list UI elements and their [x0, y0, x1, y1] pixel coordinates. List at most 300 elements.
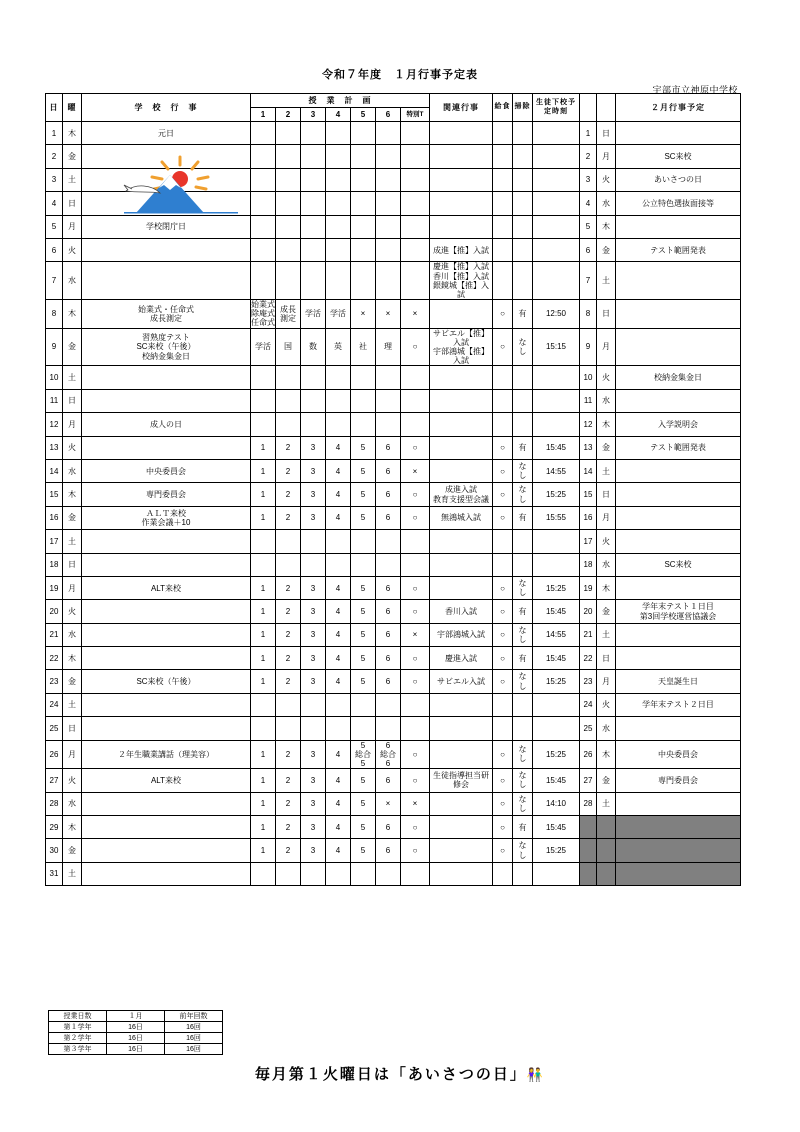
cell-period-special: ○: [401, 576, 430, 599]
cell-period-special: [401, 215, 430, 238]
cell-feb-event: 学年末テスト１日目 第3回学校運営協議会: [616, 600, 741, 623]
cell-period-special: ×: [401, 300, 430, 329]
cell-period-2: [276, 389, 301, 412]
cell-weekday: 木: [63, 122, 82, 145]
cell-related-event: [430, 553, 493, 576]
cell-period-6: [376, 168, 401, 191]
cell-period-1: 1: [251, 623, 276, 646]
cell-dismissal-time: 15:25: [533, 483, 580, 506]
cell-period-4: [326, 366, 351, 389]
cell-period-5: 5: [351, 670, 376, 693]
cell-feb-weekday: 日: [597, 122, 616, 145]
cell-dismissal-time: 15:25: [533, 670, 580, 693]
cell-period-6: 6: [376, 600, 401, 623]
cell-school-event: [82, 839, 251, 862]
cell-dismissal-time: [533, 215, 580, 238]
cell-weekday: 月: [63, 413, 82, 436]
cell-period-5: [351, 717, 376, 740]
cell-period-2: [276, 122, 301, 145]
table-row: [46, 769, 741, 792]
cell-period-3: [301, 192, 326, 215]
cell-cleaning: 有: [513, 816, 533, 839]
cell-period-4: [326, 530, 351, 553]
cell-lunch: [493, 413, 513, 436]
cell-related-event: [430, 192, 493, 215]
cell-period-4: 4: [326, 792, 351, 815]
cell-feb-day: 14: [580, 459, 597, 482]
cell-period-6: [376, 413, 401, 436]
cell-school-event: [82, 816, 251, 839]
cell-period-2: 2: [276, 483, 301, 506]
cell-period-6: ×: [376, 792, 401, 815]
cell-lunch: [493, 238, 513, 261]
cell-period-4: [326, 145, 351, 168]
cell-feb-event: [616, 792, 741, 815]
table-row: [46, 576, 741, 599]
cell-period-5: 5: [351, 506, 376, 529]
cell-feb-weekday: [597, 839, 616, 862]
cell-lunch: ○: [493, 459, 513, 482]
cell-school-event: 中央委員会: [82, 459, 251, 482]
cell-period-3: 3: [301, 576, 326, 599]
cell-feb-day: 19: [580, 576, 597, 599]
table-row: [46, 670, 741, 693]
cell-period-1: 1: [251, 600, 276, 623]
cell-dismissal-time: [533, 553, 580, 576]
cell-period-2: 2: [276, 647, 301, 670]
header-cleaning: 掃除: [513, 94, 533, 122]
cell-period-2: 2: [276, 670, 301, 693]
cell-feb-day: 12: [580, 413, 597, 436]
cell-feb-event: [616, 717, 741, 740]
cell-period-1: 1: [251, 740, 276, 769]
cell-period-6: 6: [376, 576, 401, 599]
header-period-4: 4: [326, 108, 351, 122]
cell-period-2: 2: [276, 623, 301, 646]
cell-dismissal-time: 15:45: [533, 816, 580, 839]
cell-period-2: 2: [276, 436, 301, 459]
calendar-body: [46, 122, 741, 886]
cell-school-event: [82, 862, 251, 885]
cell-feb-day: 13: [580, 436, 597, 459]
cell-feb-weekday: 月: [597, 670, 616, 693]
cell-period-special: ○: [401, 483, 430, 506]
cell-school-event: 専門委員会: [82, 483, 251, 506]
cell-feb-event: 天皇誕生日: [616, 670, 741, 693]
cell-period-6: [376, 366, 401, 389]
cell-cleaning: な し: [513, 483, 533, 506]
table-row: [46, 238, 741, 261]
cell-lunch: ○: [493, 600, 513, 623]
cell-related-event: 成進【推】入試: [430, 238, 493, 261]
cell-period-5: 5: [351, 600, 376, 623]
cell-period-4: 4: [326, 436, 351, 459]
header-feb-day: [580, 94, 597, 122]
cell-period-2: 国: [276, 328, 301, 366]
cell-school-event: [82, 262, 251, 300]
cell-cleaning: 有: [513, 300, 533, 329]
cell-cleaning: [513, 238, 533, 261]
summary-header-row: [49, 1011, 223, 1022]
cell-period-special: [401, 145, 430, 168]
cell-period-special: ×: [401, 459, 430, 482]
cell-feb-event: テスト範囲発表: [616, 436, 741, 459]
summary-jan-days: 16日: [107, 1044, 165, 1055]
cell-school-event: [82, 693, 251, 716]
cell-period-2: 成長 測定: [276, 300, 301, 329]
cell-period-1: 1: [251, 792, 276, 815]
cell-related-event: 生徒指導担当研修会: [430, 769, 493, 792]
cell-lunch: ○: [493, 647, 513, 670]
cell-feb-day: 22: [580, 647, 597, 670]
cell-feb-event: 公立特色選抜面接等: [616, 192, 741, 215]
cell-period-5: [351, 553, 376, 576]
cell-dismissal-time: [533, 862, 580, 885]
cell-period-6: 6: [376, 483, 401, 506]
cell-period-3: 3: [301, 436, 326, 459]
cell-period-6: [376, 238, 401, 261]
cell-period-4: 4: [326, 816, 351, 839]
cell-period-1: [251, 553, 276, 576]
cell-period-2: [276, 366, 301, 389]
cell-period-4: 4: [326, 600, 351, 623]
cell-dismissal-time: [533, 238, 580, 261]
summary-header-cell: 授業日数: [49, 1011, 107, 1022]
cell-period-1: [251, 262, 276, 300]
cell-school-event: [82, 623, 251, 646]
cell-dismissal-time: 15:45: [533, 436, 580, 459]
summary-grade: 第３学年: [49, 1044, 107, 1055]
cell-feb-event: [616, 459, 741, 482]
cell-day: 11: [46, 389, 63, 412]
cell-feb-weekday: 金: [597, 436, 616, 459]
cell-lunch: ○: [493, 328, 513, 366]
cell-period-5: 社: [351, 328, 376, 366]
cell-period-2: [276, 215, 301, 238]
cell-school-event: [82, 553, 251, 576]
cell-period-3: [301, 366, 326, 389]
cell-feb-event: SC来校: [616, 553, 741, 576]
cell-dismissal-time: [533, 145, 580, 168]
cell-period-6: 6 総合 6: [376, 740, 401, 769]
header-period-6: 6: [376, 108, 401, 122]
cell-feb-day: 26: [580, 740, 597, 769]
cell-period-5: [351, 413, 376, 436]
cell-period-4: [326, 553, 351, 576]
cell-period-4: [326, 862, 351, 885]
cell-period-2: [276, 192, 301, 215]
cell-dismissal-time: [533, 413, 580, 436]
cell-related-event: 慶進【推】入試 香川【推】入試 銀鏡城【推】入試: [430, 262, 493, 300]
summary-grade: 第２学年: [49, 1033, 107, 1044]
cell-cleaning: [513, 553, 533, 576]
cell-feb-weekday: 火: [597, 168, 616, 191]
cell-day: 9: [46, 328, 63, 366]
cell-feb-event: [616, 483, 741, 506]
cell-feb-weekday: 月: [597, 328, 616, 366]
cell-lunch: [493, 168, 513, 191]
cell-feb-day: 6: [580, 238, 597, 261]
cell-period-special: [401, 262, 430, 300]
cell-day: 13: [46, 436, 63, 459]
summary-jan-days: 16日: [107, 1022, 165, 1033]
cell-day: 5: [46, 215, 63, 238]
cell-feb-weekday: 土: [597, 792, 616, 815]
cell-feb-event: テスト範囲発表: [616, 238, 741, 261]
cell-related-event: [430, 122, 493, 145]
cell-period-6: [376, 145, 401, 168]
cell-feb-day: 10: [580, 366, 597, 389]
cell-period-3: 3: [301, 816, 326, 839]
cell-day: 4: [46, 192, 63, 215]
cell-feb-day: 9: [580, 328, 597, 366]
cell-period-3: 3: [301, 483, 326, 506]
cell-cleaning: [513, 192, 533, 215]
cell-school-event: SC来校（午後）: [82, 670, 251, 693]
cell-day: 8: [46, 300, 63, 329]
cell-period-6: 6: [376, 670, 401, 693]
cell-cleaning: な し: [513, 769, 533, 792]
cell-period-5: 5: [351, 792, 376, 815]
cell-day: 16: [46, 506, 63, 529]
cell-period-3: [301, 413, 326, 436]
summary-grade: 第１学年: [49, 1022, 107, 1033]
cell-day: 3: [46, 168, 63, 191]
cell-feb-event: [616, 576, 741, 599]
people-icon: 👫: [526, 1067, 546, 1083]
cell-lunch: ○: [493, 436, 513, 459]
cell-feb-day: 16: [580, 506, 597, 529]
cell-school-event: 成人の日: [82, 413, 251, 436]
cell-feb-day: [580, 862, 597, 885]
cell-cleaning: [513, 389, 533, 412]
cell-weekday: 火: [63, 238, 82, 261]
cell-period-4: 4: [326, 459, 351, 482]
cell-period-special: ○: [401, 647, 430, 670]
cell-period-4: [326, 262, 351, 300]
cell-weekday: 土: [63, 862, 82, 885]
cell-feb-weekday: 水: [597, 389, 616, 412]
cell-feb-day: 2: [580, 145, 597, 168]
cell-period-2: [276, 862, 301, 885]
cell-period-special: ×: [401, 623, 430, 646]
cell-period-6: [376, 192, 401, 215]
cell-school-event: [82, 647, 251, 670]
cell-feb-day: 8: [580, 300, 597, 329]
table-row: [46, 862, 741, 885]
cell-lunch: ○: [493, 623, 513, 646]
cell-period-1: [251, 413, 276, 436]
cell-period-1: 1: [251, 816, 276, 839]
cell-day: 19: [46, 576, 63, 599]
cell-feb-event: 学年末テスト２日目: [616, 693, 741, 716]
cell-feb-event: 中央委員会: [616, 740, 741, 769]
cell-cleaning: [513, 215, 533, 238]
cell-period-1: 1: [251, 483, 276, 506]
cell-period-special: [401, 168, 430, 191]
cell-school-event: [82, 600, 251, 623]
cell-period-6: [376, 530, 401, 553]
cell-dismissal-time: [533, 122, 580, 145]
cell-lunch: ○: [493, 792, 513, 815]
cell-feb-day: 25: [580, 717, 597, 740]
cell-weekday: 火: [63, 600, 82, 623]
cell-period-5: [351, 238, 376, 261]
cell-period-1: [251, 168, 276, 191]
cell-period-1: 1: [251, 839, 276, 862]
header-related-events: 関連行事: [430, 94, 493, 122]
cell-weekday: 金: [63, 328, 82, 366]
cell-dismissal-time: 15:45: [533, 600, 580, 623]
summary-prev-count: 16回: [165, 1022, 223, 1033]
cell-period-6: [376, 122, 401, 145]
cell-day: 7: [46, 262, 63, 300]
cell-day: 20: [46, 600, 63, 623]
cell-weekday: 水: [63, 623, 82, 646]
cell-related-event: [430, 717, 493, 740]
cell-period-3: [301, 553, 326, 576]
cell-cleaning: [513, 262, 533, 300]
cell-feb-weekday: 金: [597, 238, 616, 261]
cell-weekday: 木: [63, 647, 82, 670]
cell-day: 23: [46, 670, 63, 693]
cell-related-event: 宇部鴻城入試: [430, 623, 493, 646]
cell-school-event: ALT来校: [82, 576, 251, 599]
cell-cleaning: 有: [513, 506, 533, 529]
cell-cleaning: [513, 168, 533, 191]
cell-school-event: [82, 436, 251, 459]
cell-period-4: [326, 389, 351, 412]
cell-period-5: [351, 262, 376, 300]
cell-related-event: [430, 693, 493, 716]
cell-related-event: [430, 530, 493, 553]
cell-related-event: [430, 436, 493, 459]
cell-feb-day: [580, 816, 597, 839]
cell-period-special: ○: [401, 816, 430, 839]
cell-school-event: 学校閉庁日: [82, 215, 251, 238]
table-row: [46, 506, 741, 529]
cell-weekday: 金: [63, 670, 82, 693]
cell-period-special: ○: [401, 839, 430, 862]
cell-weekday: 月: [63, 576, 82, 599]
cell-period-3: [301, 168, 326, 191]
cell-weekday: 木: [63, 483, 82, 506]
cell-cleaning: な し: [513, 576, 533, 599]
cell-period-3: [301, 145, 326, 168]
header-school-events: 学 校 行 事: [82, 94, 251, 122]
cell-period-1: [251, 215, 276, 238]
cell-period-special: ○: [401, 506, 430, 529]
cell-day: 22: [46, 647, 63, 670]
cell-period-special: [401, 862, 430, 885]
cell-day: 24: [46, 693, 63, 716]
cell-school-event: [82, 530, 251, 553]
cell-period-4: 4: [326, 670, 351, 693]
cell-day: 12: [46, 413, 63, 436]
table-row: [46, 816, 741, 839]
cell-period-4: 4: [326, 576, 351, 599]
cell-cleaning: な し: [513, 459, 533, 482]
cell-period-1: [251, 192, 276, 215]
cell-period-6: 6: [376, 623, 401, 646]
cell-school-event: ALT来校: [82, 769, 251, 792]
summary-row: [49, 1022, 223, 1033]
cell-period-5: [351, 122, 376, 145]
cell-period-3: 3: [301, 839, 326, 862]
cell-period-special: [401, 413, 430, 436]
cell-feb-day: 20: [580, 600, 597, 623]
cell-feb-day: 17: [580, 530, 597, 553]
cell-feb-weekday: 金: [597, 600, 616, 623]
cell-period-6: ×: [376, 300, 401, 329]
cell-period-6: [376, 862, 401, 885]
cell-cleaning: な し: [513, 670, 533, 693]
cell-feb-day: 18: [580, 553, 597, 576]
cell-period-3: 数: [301, 328, 326, 366]
header-feb-schedule: ２月行事予定: [616, 94, 741, 122]
cell-related-event: [430, 740, 493, 769]
cell-feb-weekday: 火: [597, 530, 616, 553]
cell-feb-event: [616, 328, 741, 366]
cell-period-1: 1: [251, 670, 276, 693]
cell-dismissal-time: [533, 168, 580, 191]
cell-period-5: [351, 862, 376, 885]
cell-period-6: 6: [376, 839, 401, 862]
cell-cleaning: [513, 413, 533, 436]
cell-day: 21: [46, 623, 63, 646]
cell-dismissal-time: 14:55: [533, 623, 580, 646]
cell-period-special: ○: [401, 600, 430, 623]
cell-period-4: [326, 168, 351, 191]
cell-feb-weekday: 水: [597, 553, 616, 576]
cell-period-1: 1: [251, 647, 276, 670]
cell-period-3: [301, 717, 326, 740]
cell-related-event: [430, 792, 493, 815]
cell-period-6: 理: [376, 328, 401, 366]
cell-period-2: [276, 168, 301, 191]
cell-period-6: 6: [376, 506, 401, 529]
cell-period-2: [276, 717, 301, 740]
header-period-special: 特別T: [401, 108, 430, 122]
cell-feb-event: [616, 122, 741, 145]
cell-period-2: 2: [276, 792, 301, 815]
cell-day: 18: [46, 553, 63, 576]
cell-weekday: 金: [63, 506, 82, 529]
document-title: 令和７年度 １月行事予定表: [322, 69, 478, 81]
cell-period-2: 2: [276, 740, 301, 769]
table-row: [46, 647, 741, 670]
cell-cleaning: [513, 717, 533, 740]
table-row: [46, 792, 741, 815]
cell-period-special: ○: [401, 436, 430, 459]
cell-period-3: [301, 530, 326, 553]
cell-feb-event: [616, 862, 741, 885]
cell-day: 10: [46, 366, 63, 389]
cell-day: 28: [46, 792, 63, 815]
cell-period-special: ○: [401, 769, 430, 792]
cell-period-1: 1: [251, 436, 276, 459]
cell-related-event: [430, 366, 493, 389]
cell-related-event: [430, 389, 493, 412]
cell-feb-day: 3: [580, 168, 597, 191]
cell-period-special: ○: [401, 740, 430, 769]
table-row: [46, 600, 741, 623]
cell-period-4: 4: [326, 647, 351, 670]
cell-feb-weekday: 日: [597, 647, 616, 670]
cell-feb-weekday: 木: [597, 740, 616, 769]
cell-feb-weekday: 水: [597, 717, 616, 740]
cell-feb-weekday: 金: [597, 769, 616, 792]
